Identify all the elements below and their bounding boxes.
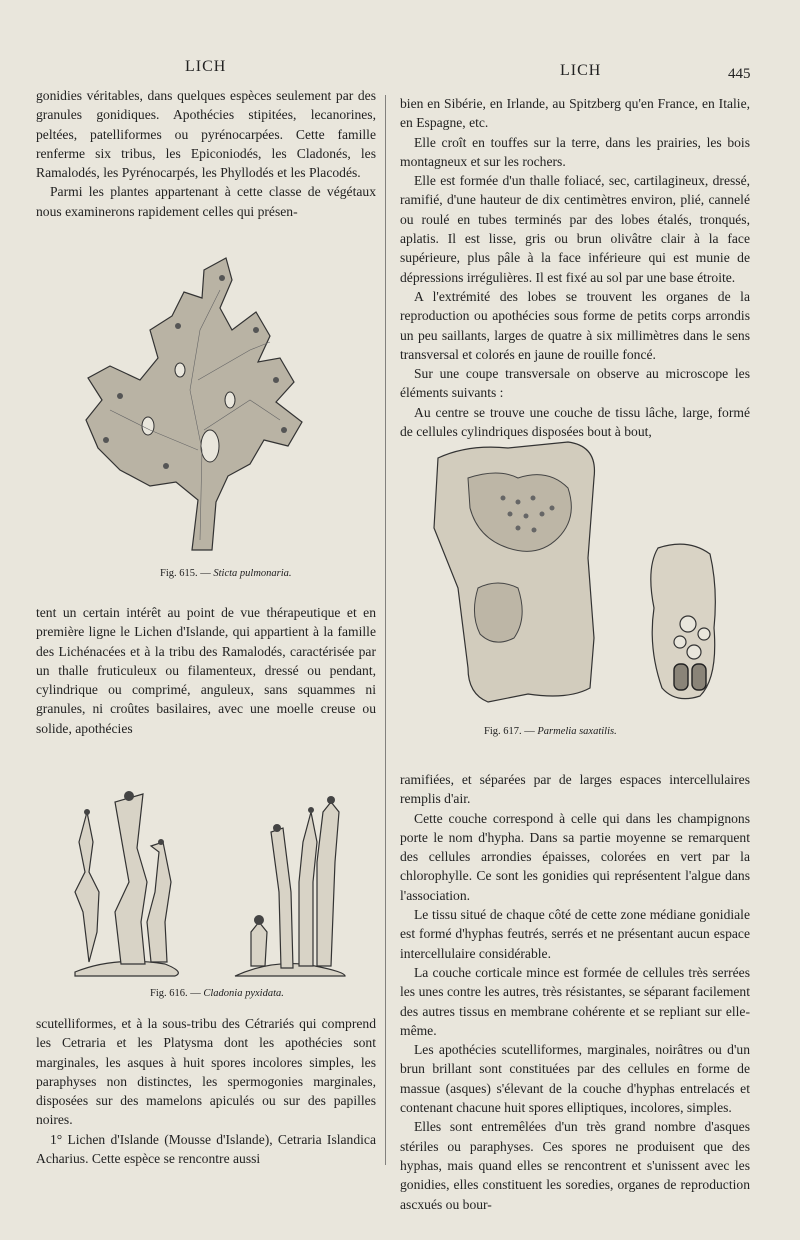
- column-divider: [385, 95, 386, 1165]
- paragraph: bien en Sibérie, en Irlande, au Spitzberg qu'en France, en Italie, en Espagne, etc.: [400, 96, 750, 131]
- paragraph: scutelliformes, et à la sous-tribu des Cétrariés qui comprend les Cetraria et les Platysma dont les apothécies sont marginales, les asques à huit spores incolores simples, les paraphyses non distinctes, les spermogonies marginales, disposées sur des mamelons apiculés ou sur des papilles noires.: [36, 1016, 376, 1128]
- left-text-block-1: [36, 86, 376, 221]
- caption-label: Fig. 615. —: [160, 568, 211, 579]
- paragraph: Les apothécies scutelliformes, marginales, noirâtres ou d'un brun brillant sont constituées par des cellules en forme de massue (asques) s'élevant de la couche d'hyphas entrelacés et contenant chacune huit spores elliptiques, incolores, simples.: [400, 1042, 750, 1116]
- right-text-block-1: [400, 94, 750, 441]
- figure-caption: [484, 726, 617, 737]
- figure-caption: [160, 568, 292, 579]
- running-header-left: LICH: [185, 58, 227, 75]
- paragraph: La couche corticale mince est formée de cellules très serrées les unes contre les autres, très résistantes, se séparant facilement des autres tissus en membrane cohérente et se repliant sur elle-même.: [400, 964, 750, 1038]
- left-text-block-2: [36, 603, 376, 738]
- caption-name: Sticta pulmonaria.: [213, 568, 292, 579]
- caption-label: Fig. 616. —: [150, 988, 201, 999]
- paragraph: Parmi les plantes appartenant à cette classe de végétaux nous examinerons rapidement celles qui présen-: [36, 184, 376, 219]
- caption-name: Cladonia pyxidata.: [203, 988, 284, 999]
- paragraph: gonidies véritables, dans quelques espèces seulement par des granules gonidiques. Apothécies stipitées, lecanorines, peltées, patelliformes ou pyrénocarpées. Cette famille renferme six tribus, les Epiconiodés, les Cladonés, les Ramalodés, les Pyrénocarpés, les Phyllodés et les Placodés.: [36, 88, 376, 181]
- figure-sticta-pulmonaria: [80, 250, 310, 555]
- paragraph: Elle est formée d'un thalle foliacé, sec, cartilagineux, dressé, ramifié, d'une hauteur de dix centimètres environ, plié, cannelé ou roulé en tubes terminés par des lobes étalés, tronqués, aplatis. Il est lisse, gris ou brun olivâtre clair à la face supérieure, plus pâle à la face inférieure qui est munie de dépressions irrégulières. Il est fixé au sol par une base étroite.: [400, 173, 750, 285]
- paragraph: Elles sont entremêlées d'un très grand nombre d'asques stériles ou paraphyses. Ces spores ne produisent que des hyphas, mais quand elles se rencontrent et s'unissent avec les gonidies, elles constituent les soredies, organes de reproduction ascxués ou bour-: [400, 1119, 750, 1212]
- paragraph: A l'extrémité des lobes se trouvent les organes de la reproduction ou apothécies sous forme de petits corps arrondis un peu saillants, larges de quatre à six millimètres dans le sens transversal et colorés en jaune de rouille foncé.: [400, 288, 750, 362]
- caption-label: Fig. 617. —: [484, 726, 535, 737]
- right-text-block-2: [400, 770, 750, 1214]
- figure-caption: [150, 988, 284, 999]
- figure-parmelia-saxatilis: [418, 438, 758, 723]
- figure-cladonia-pyxidata: [55, 772, 365, 982]
- paragraph: Elle croît en touffes sur la terre, dans les prairies, les bois montagneux et sur les rochers.: [400, 134, 750, 169]
- paragraph: Cette couche correspond à celle qui dans les champignons porte le nom d'hypha. Dans sa partie moyenne se remarquent des cellules arrondies épaisses, colorées en vert par la chlorophylle. Ce sont les gonidies qui représentent l'algue dans l'association.: [400, 810, 750, 903]
- page-number: 445: [728, 66, 751, 82]
- left-text-block-3: [36, 1014, 376, 1168]
- paragraph: tent un certain intérêt au point de vue thérapeutique et en première ligne le Lichen d'Islande, qui appartient à la famille des Lichénacées et à la tribu des Ramalodés, caractérisée par un thalle fruticuleux ou filamenteux, dressé ou pendant, cylindrique ou comprimé, anguleux, sans squammes ni granules, ni croûtes basilaires, avec une moelle creuse ou solide, apothécies: [36, 605, 376, 736]
- caption-name: Parmelia saxatilis.: [537, 726, 617, 737]
- paragraph: Au centre se trouve une couche de tissu lâche, large, formé de cellules cylindriques disposées bout à bout,: [400, 404, 750, 440]
- paragraph: ramifiées, et séparées par de larges espaces intercellulaires remplis d'air.: [400, 772, 750, 807]
- paragraph: Sur une coupe transversale on observe au microscope les éléments suivants :: [400, 366, 750, 401]
- paragraph: 1° Lichen d'Islande (Mousse d'Islande), Cetraria Islandica Acharius. Cette espèce se rencontre aussi: [36, 1131, 376, 1167]
- running-header-right: LICH: [560, 62, 602, 79]
- paragraph: Le tissu situé de chaque côté de cette zone médiane gonidiale est formé d'hyphas feutrés, serrés et ne présentant aucun espace intercellulaire considérable.: [400, 907, 750, 961]
